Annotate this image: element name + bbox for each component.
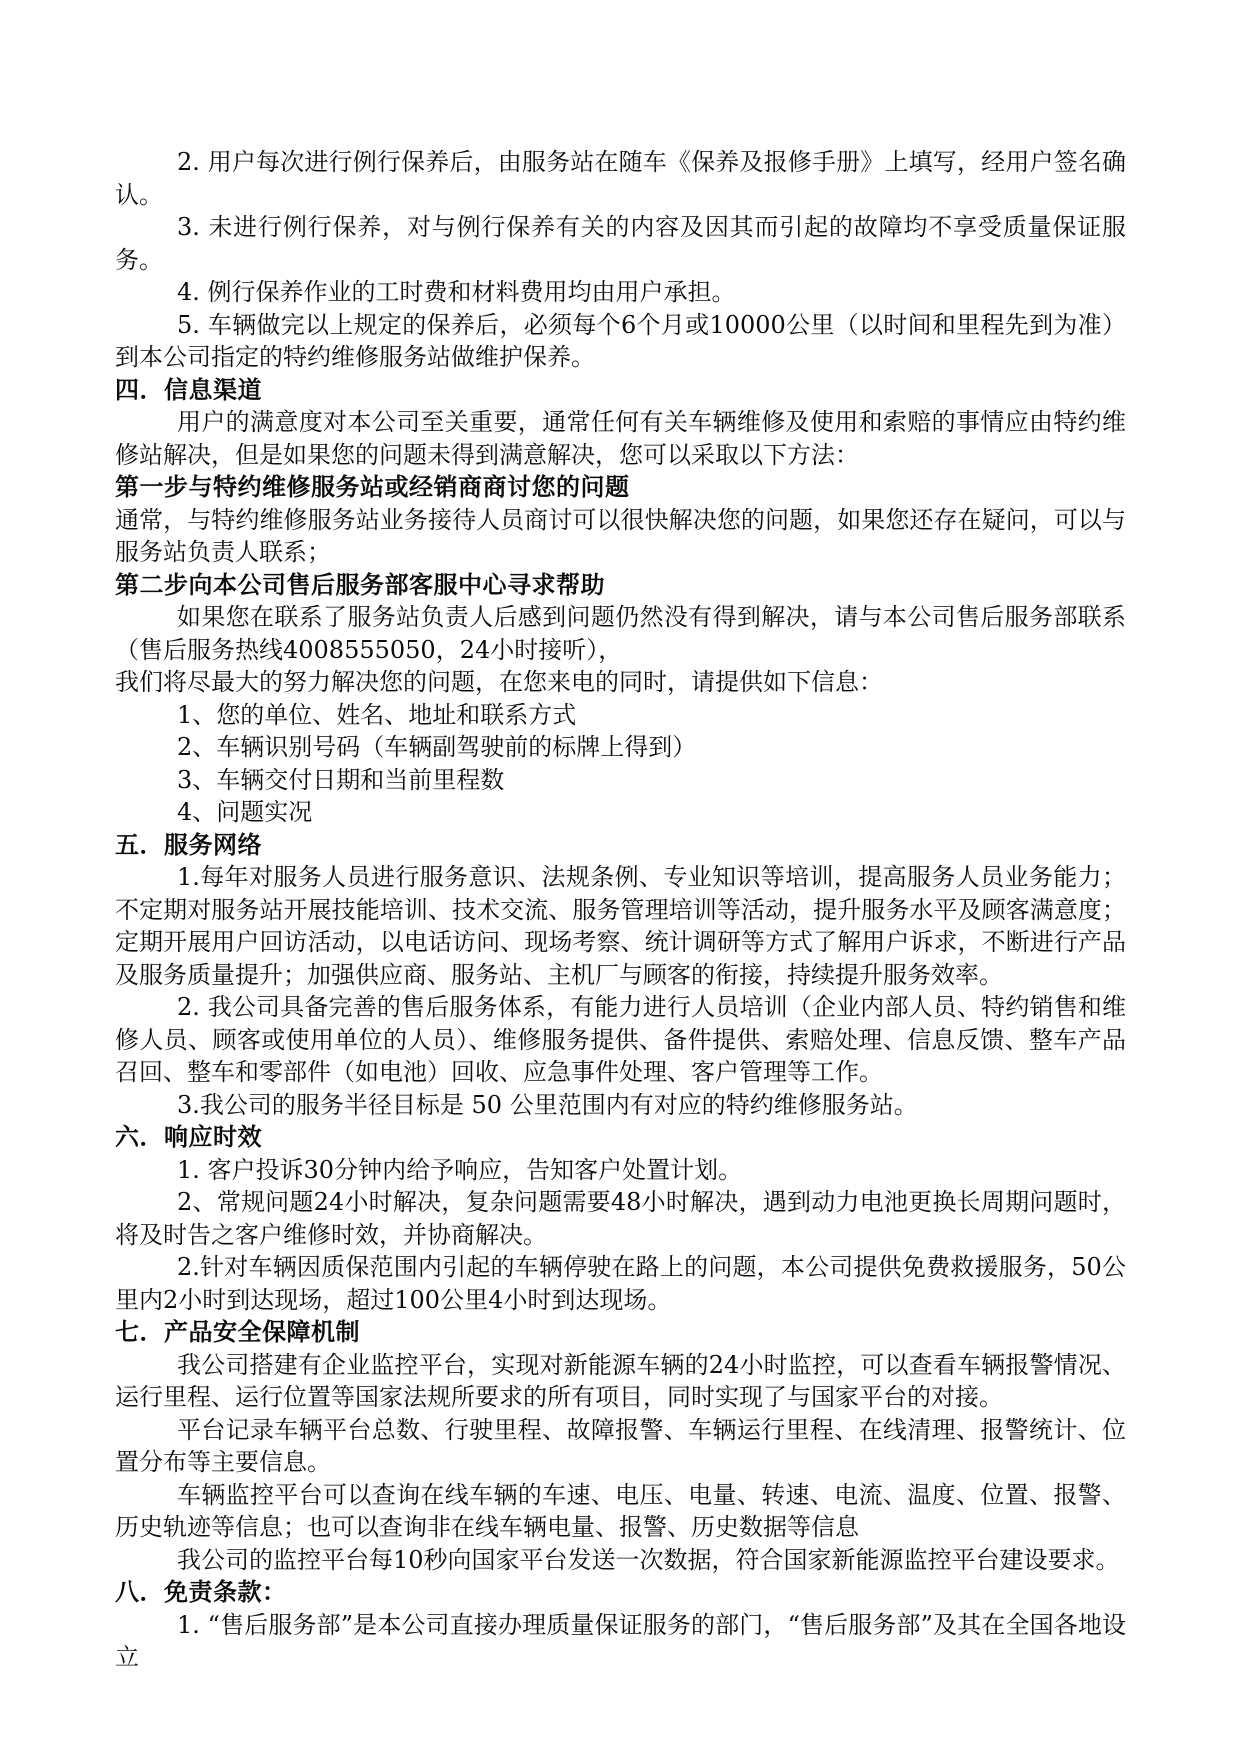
list-item-info-2: 2、车辆识别号码（车辆副驾驶前的标牌上得到） xyxy=(177,733,697,761)
paragraph-disclaimer-1: 1. “售后服务部”是本公司直接办理质量保证服务的部门，“售后服务部”及其在全国各地设立 xyxy=(115,1610,1126,1671)
section-heading-4-info-channels: 四．信息渠道 xyxy=(115,375,262,404)
paragraph-service-network-1: 1.每年对服务人员进行服务意识、法规条例、专业知识等培训，提高服务人员业务能力；不定期对服务站开展技能培训、技术交流、服务管理培训等活动，提升服务水平及顾客满意度；定期开展用户回访活动，以电话访问、现场考察、统计调研等方式了解用户诉求，不断进行产品及服务质量提升；加强供应商、服务站、主机厂与顾客的衔接，持续提升服务效率。 xyxy=(115,863,1126,989)
paragraph-satisfaction-intro: 用户的满意度对本公司至关重要，通常任何有关车辆维修及使用和索赔的事情应由特约维修站解决，但是如果您的问题未得到满意解决，您可以采取以下方法： xyxy=(115,408,1126,469)
paragraph-monitoring-platform: 我公司搭建有企业监控平台，实现对新能源车辆的24小时监控，可以查看车辆报警情况、运行里程、运行位置等国家法规所要求的所有项目，同时实现了与国家平台的对接。 xyxy=(115,1350,1126,1411)
paragraph-response-2: 2、常规问题24小时解决，复杂问题需要48小时解决，遇到动力电池更换长周期问题时，将及时告之客户维修时效，并协商解决。 xyxy=(115,1188,1126,1249)
paragraph-step-2-detail: 如果您在联系了服务站负责人后感到问题仍然没有得到解决，请与本公司售后服务部联系（售后服务热线4008555050，24小时接听）， xyxy=(115,603,1126,664)
paragraph-data-upload: 我公司的监控平台每10秒向国家平台发送一次数据，符合国家新能源监控平台建设要求。 xyxy=(177,1545,1120,1574)
document-body xyxy=(115,146,1126,1674)
list-item-info-4: 4、问题实况 xyxy=(177,798,313,826)
paragraph-provide-info-intro: 我们将尽最大的努力解决您的问题，在您来电的同时，请提供如下信息： xyxy=(115,668,883,696)
section-heading-8-disclaimer: 八．免责条款： xyxy=(115,1578,287,1606)
paragraph-platform-queries: 车辆监控平台可以查询在线车辆的车速、电压、电量、转速、电流、温度、位置、报警、历史轨迹等信息；也可以查询非在线车辆电量、报警、历史数据等信息 xyxy=(115,1480,1126,1541)
section-heading-5-service-network: 五．服务网络 xyxy=(115,830,262,859)
paragraph-maintenance-item-3: 3. 未进行例行保养，对与例行保养有关的内容及因其而引起的故障均不享受质量保证服务。 xyxy=(115,213,1126,274)
paragraph-service-network-2: 2. 我公司具备完善的售后服务体系，有能力进行人员培训（企业内部人员、特约销售和维修人员、顾客或使用单位的人员）、维修服务提供、备件提供、索赔处理、信息反馈、整车产品召回、整车和零部件（如电池）回收、应急事件处理、客户管理等工作。 xyxy=(115,993,1126,1086)
paragraph-step-1-detail: 通常，与特约维修服务站业务接待人员商讨可以很快解决您的问题，如果您还存在疑问，可以与服务站负责人联系； xyxy=(115,505,1126,566)
paragraph-maintenance-item-2: 2. 用户每次进行例行保养后，由服务站在随车《保养及报修手册》上填写，经用户签名确认。 xyxy=(115,148,1126,209)
section-heading-6-response-time: 六．响应时效 xyxy=(115,1123,262,1151)
paragraph-response-1: 1. 客户投诉30分钟内给予响应，告知客户处置计划。 xyxy=(177,1155,743,1184)
list-item-info-1: 1、您的单位、姓名、地址和联系方式 xyxy=(177,700,577,729)
paragraph-maintenance-item-4: 4. 例行保养作业的工时费和材料费用均由用户承担。 xyxy=(177,278,736,306)
step-heading-2: 第二步向本公司售后服务部客服中心寻求帮助 xyxy=(115,570,605,599)
paragraph-service-network-3: 3.我公司的服务半径目标是 50 公里范围内有对应的特约维修服务站。 xyxy=(177,1090,918,1119)
section-heading-7-product-safety: 七．产品安全保障机制 xyxy=(115,1318,360,1346)
step-heading-1: 第一步与特约维修服务站或经销商商讨您的问题 xyxy=(115,473,630,501)
paragraph-response-rescue: 2.针对车辆因质保范围内引起的车辆停驶在路上的问题，本公司提供免费救援服务，50公里内2小时到达现场，超过100公里4小时到达现场。 xyxy=(115,1253,1126,1314)
list-item-info-3: 3、车辆交付日期和当前里程数 xyxy=(177,765,505,794)
paragraph-platform-records: 平台记录车辆平台总数、行驶里程、故障报警、车辆运行里程、在线清理、报警统计、位置分布等主要信息。 xyxy=(115,1415,1126,1476)
paragraph-maintenance-item-5: 5. 车辆做完以上规定的保养后，必须每个6个月或10000公里（以时间和里程先到为准）到本公司指定的特约维修服务站做维护保养。 xyxy=(115,310,1126,371)
